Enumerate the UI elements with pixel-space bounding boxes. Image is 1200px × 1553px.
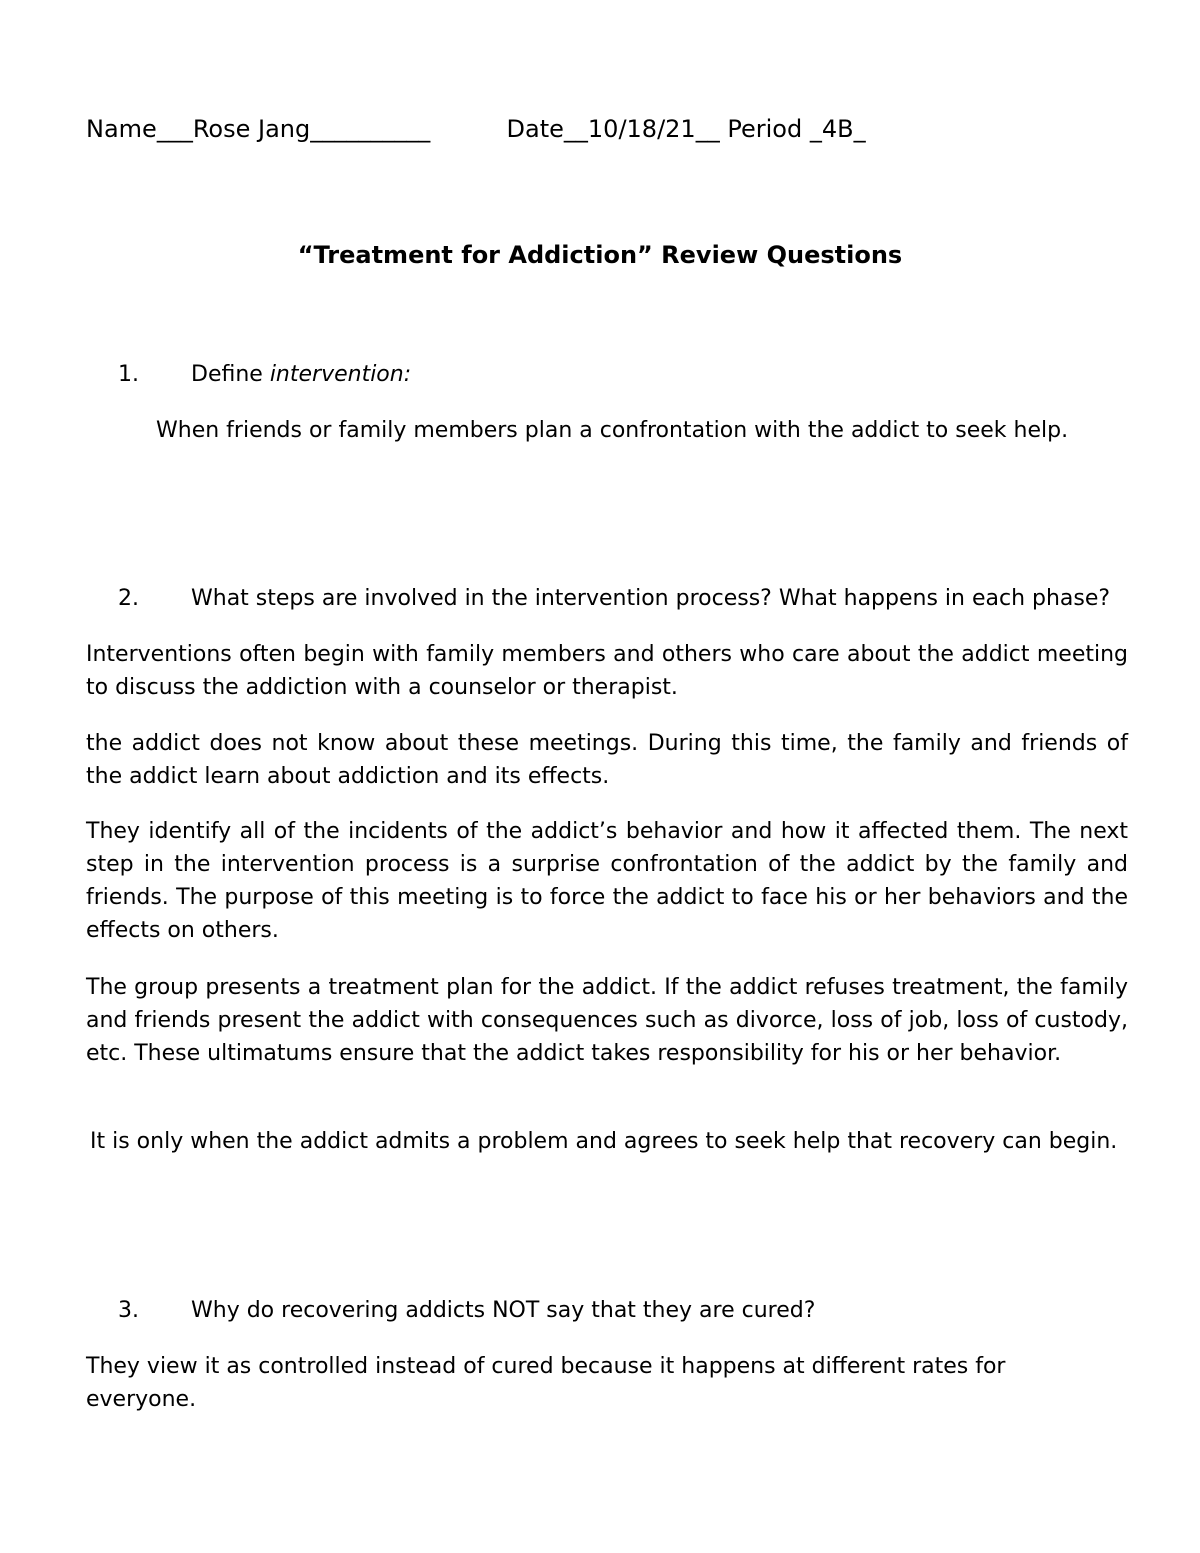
name-label: Name — [86, 115, 157, 143]
question-1-answer: When friends or family members plan a confrontation with the addict to seek help. — [156, 418, 1069, 443]
question-2-answer-paragraph-2 — [86, 727, 1128, 793]
question-3-answer — [86, 1350, 1046, 1416]
question-2-answer-paragraph-4 — [86, 971, 1128, 1070]
answer-text: Interventions often begin with family members and others who care about the addict meeting to discuss the addiction with a counselor or therapist. — [86, 642, 1128, 700]
answer-text: The group presents a treatment plan for the addict. If the addict refuses treatment, the family and friends present the addict with consequences such as divorce, loss of job, loss of custody, etc. These ultimatums ensure that the addict takes responsibility for his or her behavior. — [86, 975, 1128, 1066]
period-value: _4B_ — [809, 115, 866, 143]
question-1-prompt-prefix: Define — [191, 362, 270, 387]
question-3-number: 3. — [118, 1298, 139, 1323]
student-info-line — [86, 112, 866, 146]
question-2-answer-paragraph-3 — [86, 815, 1128, 947]
answer-text: They view it as controlled instead of cured because it happens at different rates for everyone. — [86, 1354, 1006, 1412]
question-3-prompt: Why do recovering addicts NOT say that they are cured? — [191, 1298, 816, 1323]
page-title: “Treatment for Addiction” Review Questions — [297, 241, 903, 269]
date-label: Date — [506, 115, 564, 143]
question-2-prompt: What steps are involved in the intervention process? What happens in each phase? — [191, 586, 1111, 611]
question-1-number: 1. — [118, 362, 139, 387]
name-value: ___Rose Jang__________ — [156, 115, 431, 143]
date-value: __10/18/21__ — [563, 115, 720, 143]
answer-text: They identify all of the incidents of the addict’s behavior and how it affected them. The next step in the intervention process is a surprise confrontation of the addict by the family and friends. The purpose of this meeting is to force the addict to face his or her behaviors and the effects on others. — [86, 819, 1128, 943]
question-1-prompt-term: intervention: — [269, 362, 412, 387]
period-label: Period — [727, 115, 803, 143]
question-2-answer-paragraph-5: It is only when the addict admits a problem and agrees to seek help that recovery can begin. — [90, 1129, 1118, 1154]
question-1-prompt — [191, 358, 411, 391]
answer-text: the addict does not know about these meetings. During this time, the family and friends of the addict learn about addiction and its effects. — [86, 731, 1128, 789]
question-2-number: 2. — [118, 586, 139, 611]
question-2-answer-paragraph-1 — [86, 638, 1128, 704]
